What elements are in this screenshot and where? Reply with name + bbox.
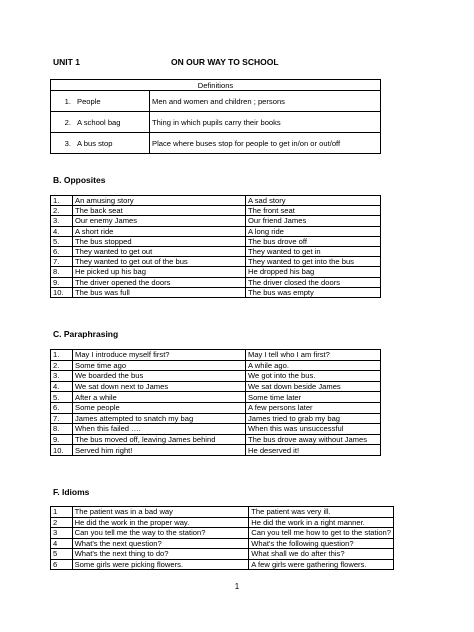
definition-row (51, 91, 381, 112)
row-number: 3. (51, 371, 73, 382)
phrase-cell: They wanted to get out of the bus (73, 257, 246, 267)
paraphrase-cell: We sat down beside James (246, 381, 381, 392)
definitions-heading: Definitions (51, 80, 381, 91)
table-row (51, 549, 394, 560)
phrase-cell: Our enemy James (73, 216, 246, 226)
row-number: 10. (51, 287, 73, 297)
row-number: 8. (51, 267, 73, 277)
definition-term: A school bag (77, 117, 121, 127)
paraphrase-cell: The bus drove away without James (246, 434, 381, 445)
phrase-cell: The driver opened the doors (73, 277, 246, 287)
phrase-cell: We boarded the bus (73, 371, 246, 382)
paraphrasing-table (50, 349, 381, 456)
table-row (51, 267, 381, 277)
idiom-cell: What's the next thing to do? (72, 549, 249, 560)
meaning-cell: What shall we do after this? (249, 549, 394, 560)
table-row (51, 538, 394, 549)
table-row (51, 371, 381, 382)
table-row (51, 216, 381, 226)
phrase-cell: He picked up his bag (73, 267, 246, 277)
table-row (51, 413, 381, 424)
phrase-cell: The bus stopped (73, 236, 246, 246)
row-number: 5 (51, 549, 73, 560)
phrase-cell: Some time ago (73, 360, 246, 371)
meaning-cell: The patient was very ill. (249, 507, 394, 518)
phrase-cell: An amusing story (73, 196, 246, 206)
table-row (51, 196, 381, 206)
row-number: 1. (51, 196, 73, 206)
opposite-cell: He dropped his bag (246, 267, 381, 277)
table-row (51, 434, 381, 445)
row-number: 7. (51, 413, 73, 424)
opposite-cell: A sad story (246, 196, 381, 206)
paraphrase-cell: A while ago. (246, 360, 381, 371)
opposite-cell: They wanted to get into the bus (246, 257, 381, 267)
row-number: 2. (51, 360, 73, 371)
row-number: 5. (51, 392, 73, 403)
definition-number: 2. (64, 117, 71, 127)
definition-term: People (77, 96, 101, 106)
definitions-header-row (51, 80, 381, 91)
phrase-cell: After a while (73, 392, 246, 403)
opposite-cell: The driver closed the doors (246, 277, 381, 287)
paraphrase-cell: We got into the bus. (246, 371, 381, 382)
phrase-cell: We sat down next to James (73, 381, 246, 392)
opposites-table (50, 195, 381, 298)
row-number: 4. (51, 226, 73, 236)
row-number: 1 (51, 507, 73, 518)
table-row (51, 392, 381, 403)
table-row (51, 226, 381, 236)
row-number: 2. (51, 206, 73, 216)
table-row (51, 517, 394, 528)
row-number: 3. (51, 216, 73, 226)
table-row (51, 206, 381, 216)
row-number: 1. (51, 350, 73, 361)
definition-number: 1. (64, 96, 71, 106)
row-number: 9. (51, 277, 73, 287)
page-number: 1 (234, 582, 240, 591)
paraphrase-cell: James tried to grab my bag (246, 413, 381, 424)
table-row (51, 246, 381, 256)
table-row (51, 360, 381, 371)
paraphrase-cell: May I tell who I am first? (246, 350, 381, 361)
definition-text: Place where buses stop for people to get in/on or out/off (150, 133, 381, 154)
idioms-section-title: F. Idioms (53, 487, 90, 497)
opposite-cell: They wanted to get in (246, 246, 381, 256)
phrase-cell: The bus was full (73, 287, 246, 297)
opposite-cell: The bus drove off (246, 236, 381, 246)
opposite-cell: Our friend James (246, 216, 381, 226)
opposite-cell: The front seat (246, 206, 381, 216)
table-row (51, 507, 394, 518)
table-row (51, 257, 381, 267)
table-row (51, 277, 381, 287)
table-row (51, 559, 394, 570)
idiom-cell: He did the work in the proper way. (72, 517, 249, 528)
definition-row (51, 112, 381, 133)
opposite-cell: The bus was empty (246, 287, 381, 297)
definition-number: 3. (64, 138, 71, 148)
table-row (51, 424, 381, 435)
meaning-cell: A few girls were gathering flowers. (249, 559, 394, 570)
idiom-cell: The patient was in a bad way (72, 507, 249, 518)
row-number: 3 (51, 528, 73, 539)
phrase-cell: Some people (73, 402, 246, 413)
paraphrase-cell: He deserved it! (246, 445, 381, 456)
phrase-cell: James attempted to snatch my bag (73, 413, 246, 424)
table-row (51, 236, 381, 246)
idiom-cell: Can you tell me the way to the station? (72, 528, 249, 539)
paraphrasing-section-title: C. Paraphrasing (53, 329, 119, 339)
table-row (51, 528, 394, 539)
phrase-cell: When this failed …. (73, 424, 246, 435)
phrase-cell: Served him right! (73, 445, 246, 456)
unit-label: UNIT 1 (53, 57, 80, 67)
row-number: 6 (51, 559, 73, 570)
row-number: 8. (51, 424, 73, 435)
meaning-cell: He did the work in a right manner. (249, 517, 394, 528)
phrase-cell: A short ride (73, 226, 246, 236)
table-row (51, 350, 381, 361)
phrase-cell: The back seat (73, 206, 246, 216)
row-number: 2 (51, 517, 73, 528)
idioms-table (50, 506, 394, 570)
definition-row (51, 133, 381, 154)
opposite-cell: A long ride (246, 226, 381, 236)
phrase-cell: The bus moved off, leaving James behind (73, 434, 246, 445)
phrase-cell: May I introduce myself first? (73, 350, 246, 361)
row-number: 6. (51, 246, 73, 256)
definition-text: Men and women and children ; persons (150, 91, 381, 112)
meaning-cell: What's the following question? (249, 538, 394, 549)
opposites-section-title: B. Opposites (53, 175, 106, 185)
row-number: 10. (51, 445, 73, 456)
paraphrase-cell: A few persons later (246, 402, 381, 413)
row-number: 7. (51, 257, 73, 267)
definition-text: Thing in which pupils carry their books (150, 112, 381, 133)
row-number: 9. (51, 434, 73, 445)
meaning-cell: Can you tell me how to get to the station? (249, 528, 394, 539)
idiom-cell: Some girls were picking flowers. (72, 559, 249, 570)
row-number: 4 (51, 538, 73, 549)
table-row (51, 287, 381, 297)
paraphrase-cell: When this was unsuccessful (246, 424, 381, 435)
table-row (51, 381, 381, 392)
definition-term: A bus stop (77, 138, 113, 148)
row-number: 6. (51, 402, 73, 413)
table-row (51, 402, 381, 413)
definitions-table (50, 79, 381, 154)
page-title: ON OUR WAY TO SCHOOL (171, 57, 279, 67)
phrase-cell: They wanted to get out (73, 246, 246, 256)
row-number: 5. (51, 236, 73, 246)
idiom-cell: What's the next question? (72, 538, 249, 549)
row-number: 4. (51, 381, 73, 392)
table-row (51, 445, 381, 456)
paraphrase-cell: Some time later (246, 392, 381, 403)
